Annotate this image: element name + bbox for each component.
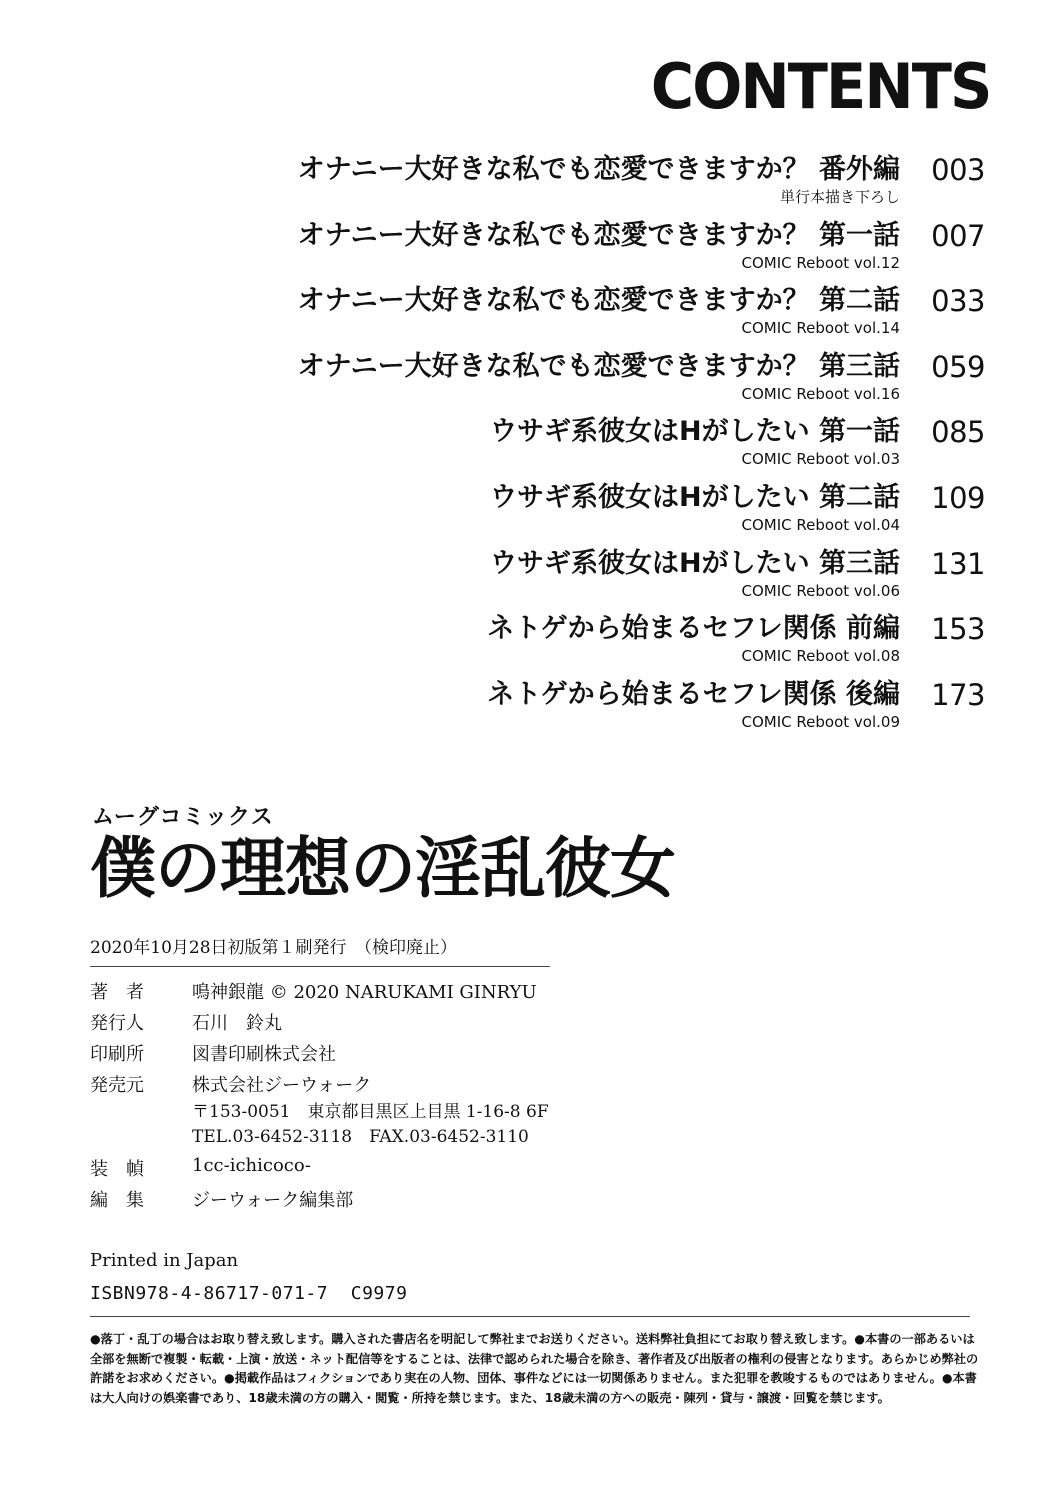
credit-label: 著 者 xyxy=(90,982,144,1003)
toc-entry xyxy=(0,544,1063,610)
table-of-contents xyxy=(0,150,1063,740)
credits-list xyxy=(90,978,790,1102)
toc-entry xyxy=(0,412,1063,478)
credit-label: 印刷所 xyxy=(90,1044,144,1065)
toc-entry xyxy=(0,478,1063,544)
credit-label: 発売元 xyxy=(90,1075,144,1096)
address-line: 〒153-0051 東京都目黒区上目黒 1-16-8 6F xyxy=(192,1102,549,1122)
credit-label: 装 幀 xyxy=(90,1159,144,1180)
isbn: ISBN978-4-86717-071-7 C9979 xyxy=(90,1283,408,1304)
toc-page-number: 109 xyxy=(931,480,985,515)
credit-row xyxy=(90,1155,790,1186)
toc-source: COMIC Reboot vol.03 xyxy=(741,450,900,469)
credit-value: 株式会社ジーウォーク xyxy=(192,1075,372,1096)
credit-value: 1cc-ichicoco- xyxy=(192,1155,311,1176)
credit-label: 編 集 xyxy=(90,1190,144,1211)
credit-value: 鳴神銀龍 © 2020 NARUKAMI GINRYU xyxy=(192,982,537,1003)
toc-page-number: 153 xyxy=(931,612,985,647)
credit-value: ジーウォーク編集部 xyxy=(192,1190,354,1211)
publication-date: 2020年10月28日初版第１刷発行 （検印廃止） xyxy=(90,938,458,958)
toc-source: COMIC Reboot vol.16 xyxy=(741,384,900,403)
publisher-address xyxy=(192,1100,549,1150)
toc-source: COMIC Reboot vol.14 xyxy=(741,319,900,338)
divider xyxy=(90,1316,970,1317)
toc-entry xyxy=(0,609,1063,675)
toc-page-number: 033 xyxy=(931,284,985,319)
toc-source: COMIC Reboot vol.06 xyxy=(741,581,900,600)
contact-line: TEL.03-6452-3118 FAX.03-6452-3110 xyxy=(192,1127,529,1147)
toc-page-number: 059 xyxy=(931,349,985,384)
toc-title: オナニー大好きな私でも恋愛できますか？ 番外編 xyxy=(297,154,900,185)
book-title: 僕の理想の淫乱彼女 xyxy=(90,830,675,907)
imprint-label: ムーグコミックス xyxy=(92,805,274,830)
toc-title: ネトゲから始まるセフレ関係 前編 xyxy=(487,613,900,645)
toc-source: COMIC Reboot vol.04 xyxy=(741,515,900,534)
toc-entry xyxy=(0,347,1063,413)
toc-source: 単行本描き下ろし xyxy=(779,188,900,206)
toc-page-number: 007 xyxy=(931,218,985,253)
toc-page-number: 173 xyxy=(931,677,985,712)
toc-entry xyxy=(0,675,1063,741)
credit-value: 図書印刷株式会社 xyxy=(192,1044,336,1065)
contents-heading: CONTENTS xyxy=(651,50,991,123)
credit-row xyxy=(90,978,790,1009)
toc-entry xyxy=(0,150,1063,216)
toc-page-number: 131 xyxy=(931,546,985,581)
toc-entry xyxy=(0,216,1063,282)
legal-notice: ●落丁・乱丁の場合はお取り替え致します。購入された書店名を明記して弊社までお送りください。送料弊社負担にてお取り替え致します。●本書の一部あるいは全部を無断で複製・転載・上演・放送・ネット配信等をすることは、法律で認められた場合を除き、著作者及び出版者の権利の侵害となります。あらかじめ弊社の許諾をお求めください。●掲載作品はフィクションであり実在の人物、団体、事件などには一切関係ありません。また犯罪を教唆するものではありません。●本書は大人向けの娯楽書であり、18歳未満の方の購入・閲覧・所持を禁じます。また、18歳未満の方への販売・陳列・貸与・譲渡・回覧を禁じます。 xyxy=(90,1332,979,1405)
toc-title: ウサギ系彼女はHがしたい 第一話 xyxy=(490,416,900,448)
toc-page-number: 085 xyxy=(931,415,985,450)
printed-in: Printed in Japan xyxy=(90,1250,239,1271)
credit-label: 発行人 xyxy=(90,1013,144,1034)
toc-source: COMIC Reboot vol.09 xyxy=(741,712,900,731)
credit-row xyxy=(90,1009,790,1040)
toc-page-number: 003 xyxy=(931,153,985,187)
toc-title: ウサギ系彼女はHがしたい 第三話 xyxy=(490,547,900,579)
toc-source: COMIC Reboot vol.08 xyxy=(741,647,900,666)
credit-row xyxy=(90,1071,790,1102)
credit-row xyxy=(90,1040,790,1071)
divider xyxy=(90,966,550,967)
credits-list-secondary xyxy=(90,1155,790,1217)
toc-title: オナニー大好きな私でも恋愛できますか？ 第三話 xyxy=(297,350,900,382)
toc-title: オナニー大好きな私でも恋愛できますか？ 第二話 xyxy=(297,285,900,317)
toc-entry xyxy=(0,281,1063,347)
credit-value: 石川 鈴丸 xyxy=(192,1013,282,1034)
toc-title: ネトゲから始まるセフレ関係 後編 xyxy=(487,678,900,710)
toc-title: ウサギ系彼女はHがしたい 第二話 xyxy=(490,481,900,513)
credit-row xyxy=(90,1186,790,1217)
toc-title: オナニー大好きな私でも恋愛できますか？ 第一話 xyxy=(297,219,900,251)
toc-source: COMIC Reboot vol.12 xyxy=(741,253,900,272)
